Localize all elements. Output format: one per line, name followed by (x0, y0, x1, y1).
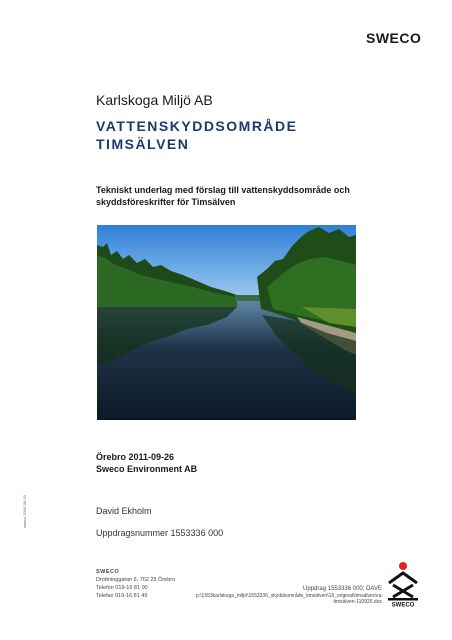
footer-phone: Telefon 019-16 81 00 (96, 585, 148, 591)
footer-brand: SWECO (96, 569, 120, 575)
sweco-emblem-icon (385, 561, 421, 607)
place-date-block (96, 451, 197, 475)
author: David Ekholm (96, 506, 152, 516)
footer-reference (196, 586, 382, 606)
place-date: Örebro 2011-09-26 (96, 452, 175, 462)
cover-photo-river (97, 225, 356, 420)
title-line-2: TIMSÄLVEN (96, 136, 190, 152)
template-code: sweco 2006-06-03 (22, 495, 27, 528)
organization: Sweco Environment AB (96, 464, 198, 474)
document-subtitle: Tekniskt underlag med förslag till vattenskyddsområde och skyddsföreskrifter för Timsälven (96, 185, 350, 207)
document-title (96, 117, 298, 153)
title-line-1: VATTENSKYDDSOMRÅDE (96, 118, 298, 134)
client-name: Karlskoga Miljö AB (96, 92, 213, 108)
emblem-text: SWECO (391, 602, 415, 607)
footer-fax: Telefax 019-16 81 49 (96, 593, 148, 599)
footer-contact (96, 568, 175, 600)
footer-address: Drottninggatan 6, 702 25 Örebro (96, 577, 176, 583)
assignment-number: Uppdragsnummer 1553336 000 (96, 528, 224, 538)
footer-ref-line-1: Uppdrag 1553336 000; DAVE (303, 586, 382, 592)
footer-ref-line-2: p:\1553karlskoga_miljö\1553336_skyddsområde_timsälven\19_original\timsälven\ra-timsälven-110926.doc (196, 592, 384, 605)
sweco-logo: SWECO (366, 30, 422, 46)
